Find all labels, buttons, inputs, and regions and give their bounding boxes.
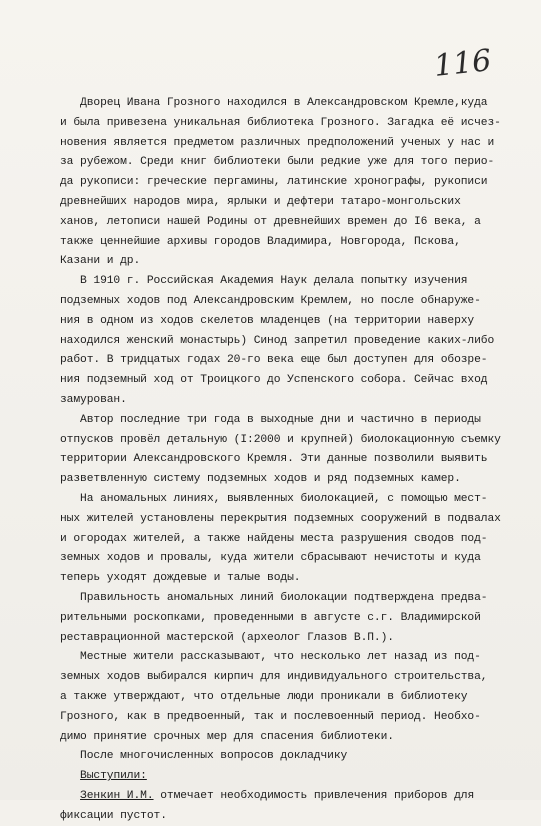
text-line: Местные жители рассказывают, что несколько лет назад из под- [60, 651, 481, 664]
text-line: земных ходов и провалы, куда жители сбрасывают нечистоты и куда [60, 552, 481, 565]
text-line: подземных ходов под Александровским Кремлем, но после обнаруже- [60, 294, 481, 307]
text-line: димо принятие срочных мер для спасения библиотеки. [60, 730, 394, 743]
text-line: разветвленную систему подземных ходов и ряд подземных камер. [60, 473, 461, 486]
section-label-line [60, 767, 522, 787]
text-line: На аномальных линиях, выявленных биолокацией, с помощью мест- [60, 492, 488, 505]
text-line: ханов, летописи нашей Родины от древнейших времен до I6 века, а [60, 215, 481, 228]
text-line: ных жителей установлены перекрытия подземных сооружений в подвалах [60, 512, 501, 525]
text-line: Дворец Ивана Грозного находился в Александровском Кремле,куда [60, 97, 488, 109]
text-line: теперь уходят дождевые и талые воды. [60, 572, 301, 585]
paragraph [60, 589, 522, 648]
text-line: ния подземный ход от Троицкого до Успенского собора. Сейчас вход [60, 374, 488, 387]
paragraph [60, 411, 522, 490]
text-line: находился женский монастырь) Синод запретил проведение каких-либо [60, 334, 495, 347]
handwritten-page-number: 116 [432, 43, 493, 84]
speaker-line [60, 787, 522, 807]
document-body [60, 94, 522, 826]
text-line: земных ходов выбирался кирпич для индивидуального строительства, [60, 671, 488, 684]
text-line: В 1910 г. Российская Академия Наук делала попытку изучения [60, 275, 468, 288]
paragraph [60, 490, 522, 589]
paragraph [60, 94, 522, 272]
text-line: новения является предметом различных предположений ученых у нас и [60, 136, 495, 149]
speaker-text-1: отмечает необходимость привлечения приборов для [153, 789, 475, 802]
speaker-name: Зенкин И.М. [80, 789, 154, 802]
paragraph [60, 648, 522, 747]
text-line: также ценнейшие архивы городов Владимира, Новгорода, Пскова, [60, 235, 461, 248]
section-label: Выступили: [80, 770, 147, 783]
paragraph-container [60, 94, 522, 767]
text-line: территории Александровского Кремля. Эти данные позволили выявить [60, 453, 488, 466]
text-line: и огородах жителей, а также найдены места разрушения сводов под- [60, 532, 488, 545]
speaker-line-continued: фиксации пустот. [60, 809, 167, 822]
text-line: замурован. [60, 393, 127, 406]
text-line: и была привезена уникальная библиотека Грозного. Загадка её исчез- [60, 116, 501, 129]
text-line: рительными роскопками, проведенными в августе с.г. Владимирской [60, 611, 481, 624]
text-line: работ. В тридцатых годах 20-го века еще был доступен для обозре- [60, 354, 488, 367]
text-line: Правильность аномальных линий биолокации подтверждена предва- [60, 591, 488, 604]
text-line: ния в одном из ходов скелетов младенцев (на территории наверху [60, 314, 475, 327]
text-line: Казани и др. [60, 255, 141, 268]
text-line: да рукописи: греческие пергамины, латинские хронографы, рукописи [60, 176, 488, 189]
text-line: древнейших народов мира, ярлыки и дефтери татаро-монгольских [60, 195, 461, 208]
text-line: за рубежом. Среди книг библиотеки были редкие уже для того перио- [60, 156, 495, 169]
paragraph [60, 747, 522, 767]
paragraph [60, 272, 522, 411]
text-line: Автор последние три года в выходные дни и частично в периоды [60, 413, 481, 426]
text-line: Грозного, как в предвоенный, так и послевоенный период. Необхо- [60, 710, 481, 723]
text-line: реставрационной мастерской (археолог Глазов В.П.). [60, 631, 394, 644]
text-line: После многочисленных вопросов докладчику [60, 750, 348, 763]
text-line: а также утверждают, что отдельные люди проникали в библиотеку [60, 690, 468, 703]
text-line: отпусков провёл детальную (I:2000 и крупней) биолокационную съемку [60, 433, 501, 446]
